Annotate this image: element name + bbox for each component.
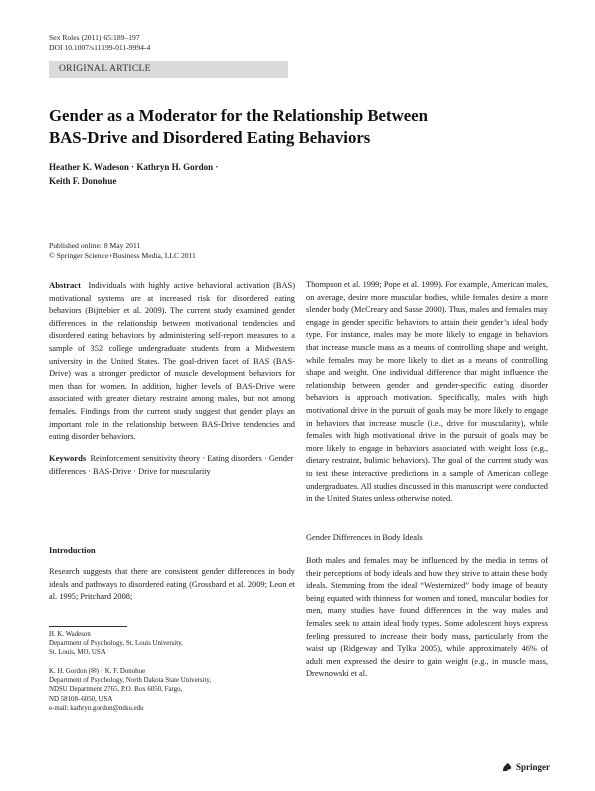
introduction-text: Research suggests that there are consistent gender differences in body ideals and pathways to disordered eating (Grossbard et al. 2009; Leon et al. 1995; Pritchard 2008; xyxy=(49,567,295,602)
doi: DOI 10.1007/s11199-011-9994-4 xyxy=(49,43,151,52)
title-line-2: BAS-Drive and Disordered Eating Behaviors xyxy=(49,128,371,147)
keywords-label: Keywords xyxy=(49,453,87,463)
abstract-block xyxy=(49,279,295,444)
body-paragraph-1: Thompson et al. 1999; Pope et al. 1999). For example, American males, on average, desire more muscular bodies, while females desire a more slender body (McCreary and Sasse 2000). Thus, males and females may engage in gender specific behaviors to attain their gender’s ideal body type. For instance, males may be more likely to engage in behaviors that increase muscle mass as a means of controlling shape and weight, while females may be more likely to diet as a means of controlling shape and weight. One individual difference that might influence the relationship between gender and gender-specific eating disorder behaviors is approach motivation. Specifically, males with high motivational drive in the pursuit of goals may be more likely to engage in behaviors that increase muscle (i.e., drive for muscularity), while females with high motivational drive in the pursuit of goals may be more likely to engage in behaviors associated with weight loss (e.g., dietary restraint, bulimic behaviors). The goal of the current study was to test these interactive predictions in a sample of American college undergraduates. All studies discussed in this manuscript were conducted in the United States unless otherwise noted. xyxy=(306,280,548,504)
keywords-text: Reinforcement sensitivity theory · Eating disorders · Gender differences · BAS-Drive · Drive for muscularity xyxy=(49,454,294,476)
publisher-logo xyxy=(501,761,550,773)
copyright: © Springer Science+Business Media, LLC 2011 xyxy=(49,251,196,260)
springer-horse-icon xyxy=(501,761,513,773)
published-date: Published online: 8 May 2011 xyxy=(49,241,141,250)
article-title xyxy=(49,105,489,149)
affiliation-2-email[interactable]: e-mail: kathryn.gordon@ndsu.edu xyxy=(49,704,144,712)
authors-line-1: Heather K. Wadeson · Kathryn H. Gordon · xyxy=(49,162,219,172)
affiliation-1-line-1: Department of Psychology, St. Louis University, xyxy=(49,640,183,648)
affiliation-2-name: K. H. Gordon (✉) · K. F. Donohue xyxy=(49,668,146,675)
affiliation-1-line-2: St. Louis, MO, USA xyxy=(49,649,106,657)
introduction-heading: Introduction xyxy=(49,545,96,555)
footnote-rule xyxy=(49,626,127,627)
abstract-label: Abstract xyxy=(49,280,81,290)
keywords-block xyxy=(49,452,295,478)
affiliation-2-line-1: Department of Psychology, North Dakota State University, xyxy=(49,677,212,685)
authors xyxy=(49,160,349,188)
publisher-name: Springer xyxy=(515,762,550,772)
publication-info xyxy=(49,241,196,261)
section-subheading: Gender Differences in Body Ideals xyxy=(306,533,423,542)
abstract-text: Individuals with highly active behavioral activation (BAS) motivational systems are at increased risk for disordered eating behaviors (Bijttebier et al. 2009). The current study examined gender differences in the relationship between motivational tendencies and disordered eating behaviors by administering self-report measures to a sample of 352 college undergraduate students from a Midwestern university in the United States. The goal-driven facet of BAS (BAS-Drive) was a stronger predictor of muscle development behaviors for men than for women. In addition, higher levels of BAS-Drive were associated with greater dietary restraint among males, but not among females. Findings from the current study suggest that gender plays an important role in the relationship between BAS-Drive tendencies and eating disorder behaviors. xyxy=(49,281,295,442)
article-type-banner: ORIGINAL ARTICLE xyxy=(49,61,288,78)
journal-citation: Sex Roles (2011) 65:189–197 xyxy=(49,33,140,42)
affiliation-2-line-2: NDSU Department 2765, P.O. Box 6050, Fargo, xyxy=(49,686,183,694)
title-line-1: Gender as a Moderator for the Relationship Between xyxy=(49,106,428,125)
affiliation-1-name: H. K. Wadeson xyxy=(49,631,91,638)
affiliation-2 xyxy=(49,667,211,713)
authors-line-2: Keith F. Donohue xyxy=(49,176,117,186)
affiliation-2-line-3: ND 58108–6050, USA xyxy=(49,695,113,703)
body-paragraph-2: Both males and females may be influenced by the media in terms of their perceptions of body ideals and how they strive to attain these body ideals. Stemming from the ideal “Westernized” body image of beauty being equated with thinness for women and toned, muscular bodies for men, many studies have found differences in the way males and females seek to attain ideal body types. Some adolescent boys express feeling pressured to increase their body mass, particularly from the waist up (Ridgeway and Tylka 2005), while approximately 46% of adult men expressed the desire to gain weight (e.g., in muscle mass, Drewnowski et al. xyxy=(306,556,548,679)
affiliation-1 xyxy=(49,630,183,658)
